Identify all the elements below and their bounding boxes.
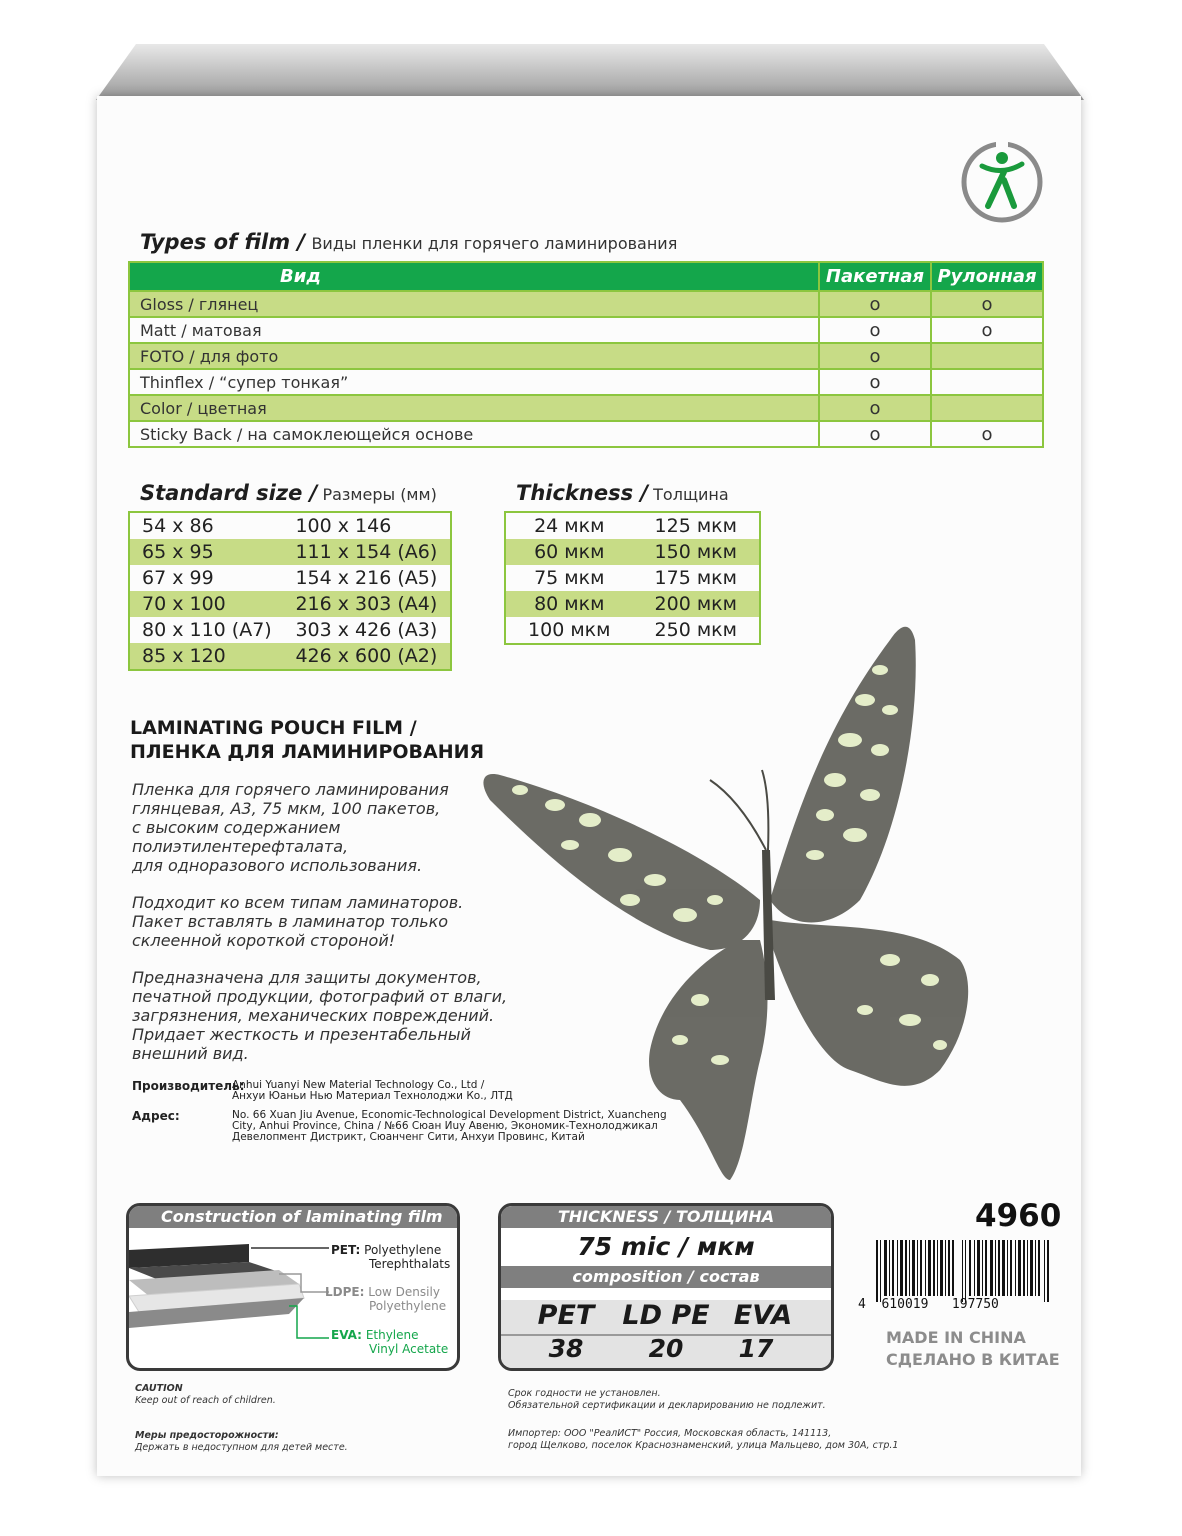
address-value [232, 1110, 687, 1143]
pet-code: PET: [331, 1243, 361, 1257]
size-cell: 303 x 426 (A3) [295, 619, 438, 641]
description-line: внешний вид. [132, 1044, 249, 1063]
origin-label [886, 1327, 1060, 1371]
thickness-cell: 200 мкм [633, 591, 761, 617]
size-cell: 100 x 146 [295, 515, 392, 537]
material-value: 17 [738, 1334, 774, 1363]
film-layers-diagram [129, 1240, 329, 1350]
film-type-row [129, 291, 1043, 317]
size-row [129, 539, 451, 565]
ldpe-name: Low Densily [368, 1285, 440, 1299]
barcode-digits: 4 610019 197750 [858, 1297, 999, 1312]
film-type-name: Matt / матовая [129, 317, 819, 343]
size-cell: 111 x 154 (A6) [283, 539, 451, 565]
roll-mark [931, 395, 1043, 421]
size-row [129, 617, 451, 643]
roll-mark: o [931, 291, 1043, 317]
description-line: для одноразового использования. [132, 856, 423, 875]
description-line: печатной продукции, фотографий от влаги, [132, 987, 508, 1006]
roll-mark [931, 369, 1043, 395]
manufacturer-value [232, 1080, 687, 1102]
size-cell: 67 x 99 [142, 567, 214, 589]
description-line: склеенной короткой стороной! [132, 931, 396, 950]
pouch-mark: o [819, 395, 931, 421]
composition-title: composition / состав [501, 1266, 831, 1288]
importer-line: Импортер: ООО "РеалИСТ" Россия, Московская область, 141113, [508, 1428, 832, 1439]
film-type-row [129, 395, 1043, 421]
size-cell: 216 x 303 (A4) [283, 591, 451, 617]
eva-name-2: Vinyl Acetate [369, 1342, 449, 1356]
thickness-box-title: THICKNESS / ТОЛЩИНА [501, 1206, 831, 1228]
roll-mark: o [931, 317, 1043, 343]
size-cell: 426 x 600 (A2) [283, 643, 451, 670]
thickness-row [505, 512, 760, 539]
made-in-en: MADE IN CHINA [886, 1328, 1026, 1347]
address-label: Адрес: [132, 1109, 180, 1123]
film-types-header-row [129, 262, 1043, 291]
description-paragraph-1 [132, 780, 602, 875]
sizes-heading [140, 481, 437, 505]
size-row [129, 643, 451, 670]
pet-name-2: Terephthalats [369, 1257, 451, 1271]
box-top-flap [96, 44, 1084, 100]
shelf-life-block [508, 1388, 826, 1412]
size-cell: 154 x 216 (A5) [295, 567, 438, 589]
material-name: PET [537, 1300, 595, 1331]
composition-materials-row [501, 1300, 831, 1336]
types-heading-en: Types of film / [140, 230, 306, 254]
importer-block [508, 1428, 898, 1452]
roll-mark [931, 343, 1043, 369]
sizes-table [128, 511, 452, 671]
product-title-ru: ПЛЕНКА ДЛЯ ЛАМИНИРОВАНИЯ [130, 741, 485, 763]
size-cell: 65 x 95 [129, 539, 283, 565]
thickness-cell: 75 мкм [534, 567, 605, 589]
address-line: Девелопмент Дистрикт, Сюанченг Сити, Анхуи Провинс, Китай [232, 1131, 585, 1143]
types-heading [140, 230, 677, 254]
made-in-ru: СДЕЛАНО В КИТАЕ [886, 1350, 1060, 1369]
size-row [129, 512, 451, 539]
thickness-cell: 80 мкм [505, 591, 633, 617]
shelf-life-line: Срок годности не установлен. [508, 1388, 661, 1399]
size-row [129, 565, 451, 591]
certification-line: Обязательной сертификации и декларированию не подлежит. [508, 1400, 826, 1411]
importer-line: город Щелково, поселок Краснознаменский, улица Мальцево, дом 30А, стр.1 [508, 1440, 899, 1451]
pouch-mark: o [819, 421, 931, 447]
thickness-cell: 125 мкм [654, 515, 737, 537]
description-line: с высоким содержанием [132, 818, 341, 837]
size-cell: 85 x 120 [129, 643, 283, 670]
thickness-row [505, 539, 760, 565]
thickness-cell: 175 мкм [654, 567, 737, 589]
material-name: LD PE [622, 1300, 710, 1331]
size-row [129, 591, 451, 617]
film-type-row [129, 421, 1043, 447]
description-line: Подходит ко всем типам ламинаторов. [132, 893, 464, 912]
sizes-heading-en: Standard size / [140, 481, 318, 505]
precautions-text: Держать в недоступном для детей месте. [135, 1442, 348, 1453]
description-paragraph-2 [132, 893, 602, 950]
precautions-title: Меры предосторожности: [135, 1430, 279, 1441]
eva-name: Ethylene [365, 1328, 419, 1342]
film-type-row [129, 343, 1043, 369]
precautions-block [135, 1430, 348, 1454]
composition-grid [501, 1300, 831, 1368]
construction-box [126, 1203, 460, 1371]
film-types-table [128, 261, 1044, 448]
address-line: No. 66 Xuan Jiu Avenue, Economic-Technological Development District, Xuancheng [232, 1109, 667, 1121]
material-value: 20 [648, 1334, 684, 1363]
eva-label [331, 1328, 448, 1356]
description-line: полиэтилентерефталата, [132, 837, 349, 856]
pet-name: Polyethylene [364, 1243, 442, 1257]
product-title-en: LAMINATING POUCH FILM / [130, 717, 417, 739]
film-type-name: Gloss / глянец [129, 291, 819, 317]
pouch-mark: o [819, 369, 931, 395]
header-pouch: Пакетная [819, 262, 931, 291]
header-roll: Рулонная [931, 262, 1043, 291]
description-line: загрязнения, механических повреждений. [132, 1006, 495, 1025]
ldpe-code: LDPE: [325, 1285, 365, 1299]
material-name: EVA [733, 1300, 793, 1331]
material-value: 38 [548, 1334, 584, 1363]
film-type-row [129, 369, 1043, 395]
film-type-name: Color / цветная [129, 395, 819, 421]
description-line: Пакет вставлять в ламинатор только [132, 912, 449, 931]
film-type-name: Thinflex / “супер тонкая” [129, 369, 819, 395]
thickness-cell: 60 мкм [505, 539, 633, 565]
composition-values-row [501, 1334, 831, 1368]
thickness-value: 75 mic / мкм [577, 1232, 755, 1261]
thickness-heading-en: Thickness / [516, 481, 649, 505]
size-cell: 54 x 86 [142, 515, 214, 537]
pouch-mark: o [819, 291, 931, 317]
thickness-cell: 250 мкм [654, 619, 737, 641]
brand-logo-icon [960, 140, 1044, 224]
address-line: City, Anhui Province, China / №66 Сюан Иuу Авеню, Экономик-Технолоджикал [232, 1120, 658, 1132]
film-type-name: FOTO / для фото [129, 343, 819, 369]
thickness-box [498, 1203, 834, 1371]
thickness-heading-ru: Толщина [653, 485, 729, 504]
product-code: 4960 [975, 1198, 1062, 1234]
pet-label [331, 1243, 450, 1271]
caution-block [135, 1383, 276, 1407]
film-type-row [129, 317, 1043, 343]
thickness-cell: 24 мкм [534, 515, 605, 537]
pouch-mark: o [819, 343, 931, 369]
thickness-cell: 150 мкм [633, 539, 761, 565]
description-paragraph-3 [132, 968, 602, 1063]
manufacturer-line: Anhui Yuanyi New Material Technology Co., Ltd / [232, 1079, 485, 1091]
pouch-mark: o [819, 317, 931, 343]
header-type: Вид [129, 262, 819, 291]
size-cell: 70 x 100 [129, 591, 283, 617]
caution-title: CAUTION [135, 1383, 183, 1394]
thickness-row [505, 565, 760, 591]
types-heading-ru: Виды пленки для горячего ламинирования [311, 234, 678, 253]
ldpe-name-2: Polyethylene [369, 1299, 447, 1313]
thickness-cell: 100 мкм [528, 619, 611, 641]
description-line: Придает жесткость и презентабельный [132, 1025, 471, 1044]
manufacturer-line: Анхуи Юаньи Нью Материал Технолоджи Ко., ЛТД [232, 1090, 513, 1102]
caution-text: Keep out of reach of children. [135, 1395, 276, 1406]
description-line: глянцевая, А3, 75 мкм, 100 пакетов, [132, 799, 441, 818]
manufacturer-label: Производитель: [132, 1079, 245, 1093]
construction-title: Construction of laminating film [129, 1206, 457, 1228]
description-line: Предназначена для защиты документов, [132, 968, 482, 987]
barcode-icon [876, 1240, 1052, 1302]
ldpe-label [325, 1285, 446, 1313]
size-cell: 80 x 110 (A7) [142, 619, 272, 641]
film-type-name: Sticky Back / на самоклеющейся основе [129, 421, 819, 447]
description-line: Пленка для горячего ламинирования [132, 780, 449, 799]
product-title [130, 716, 484, 764]
thickness-heading [516, 481, 729, 505]
roll-mark: o [931, 421, 1043, 447]
eva-code: EVA: [331, 1328, 362, 1342]
sizes-heading-ru: Размеры (мм) [322, 485, 437, 504]
